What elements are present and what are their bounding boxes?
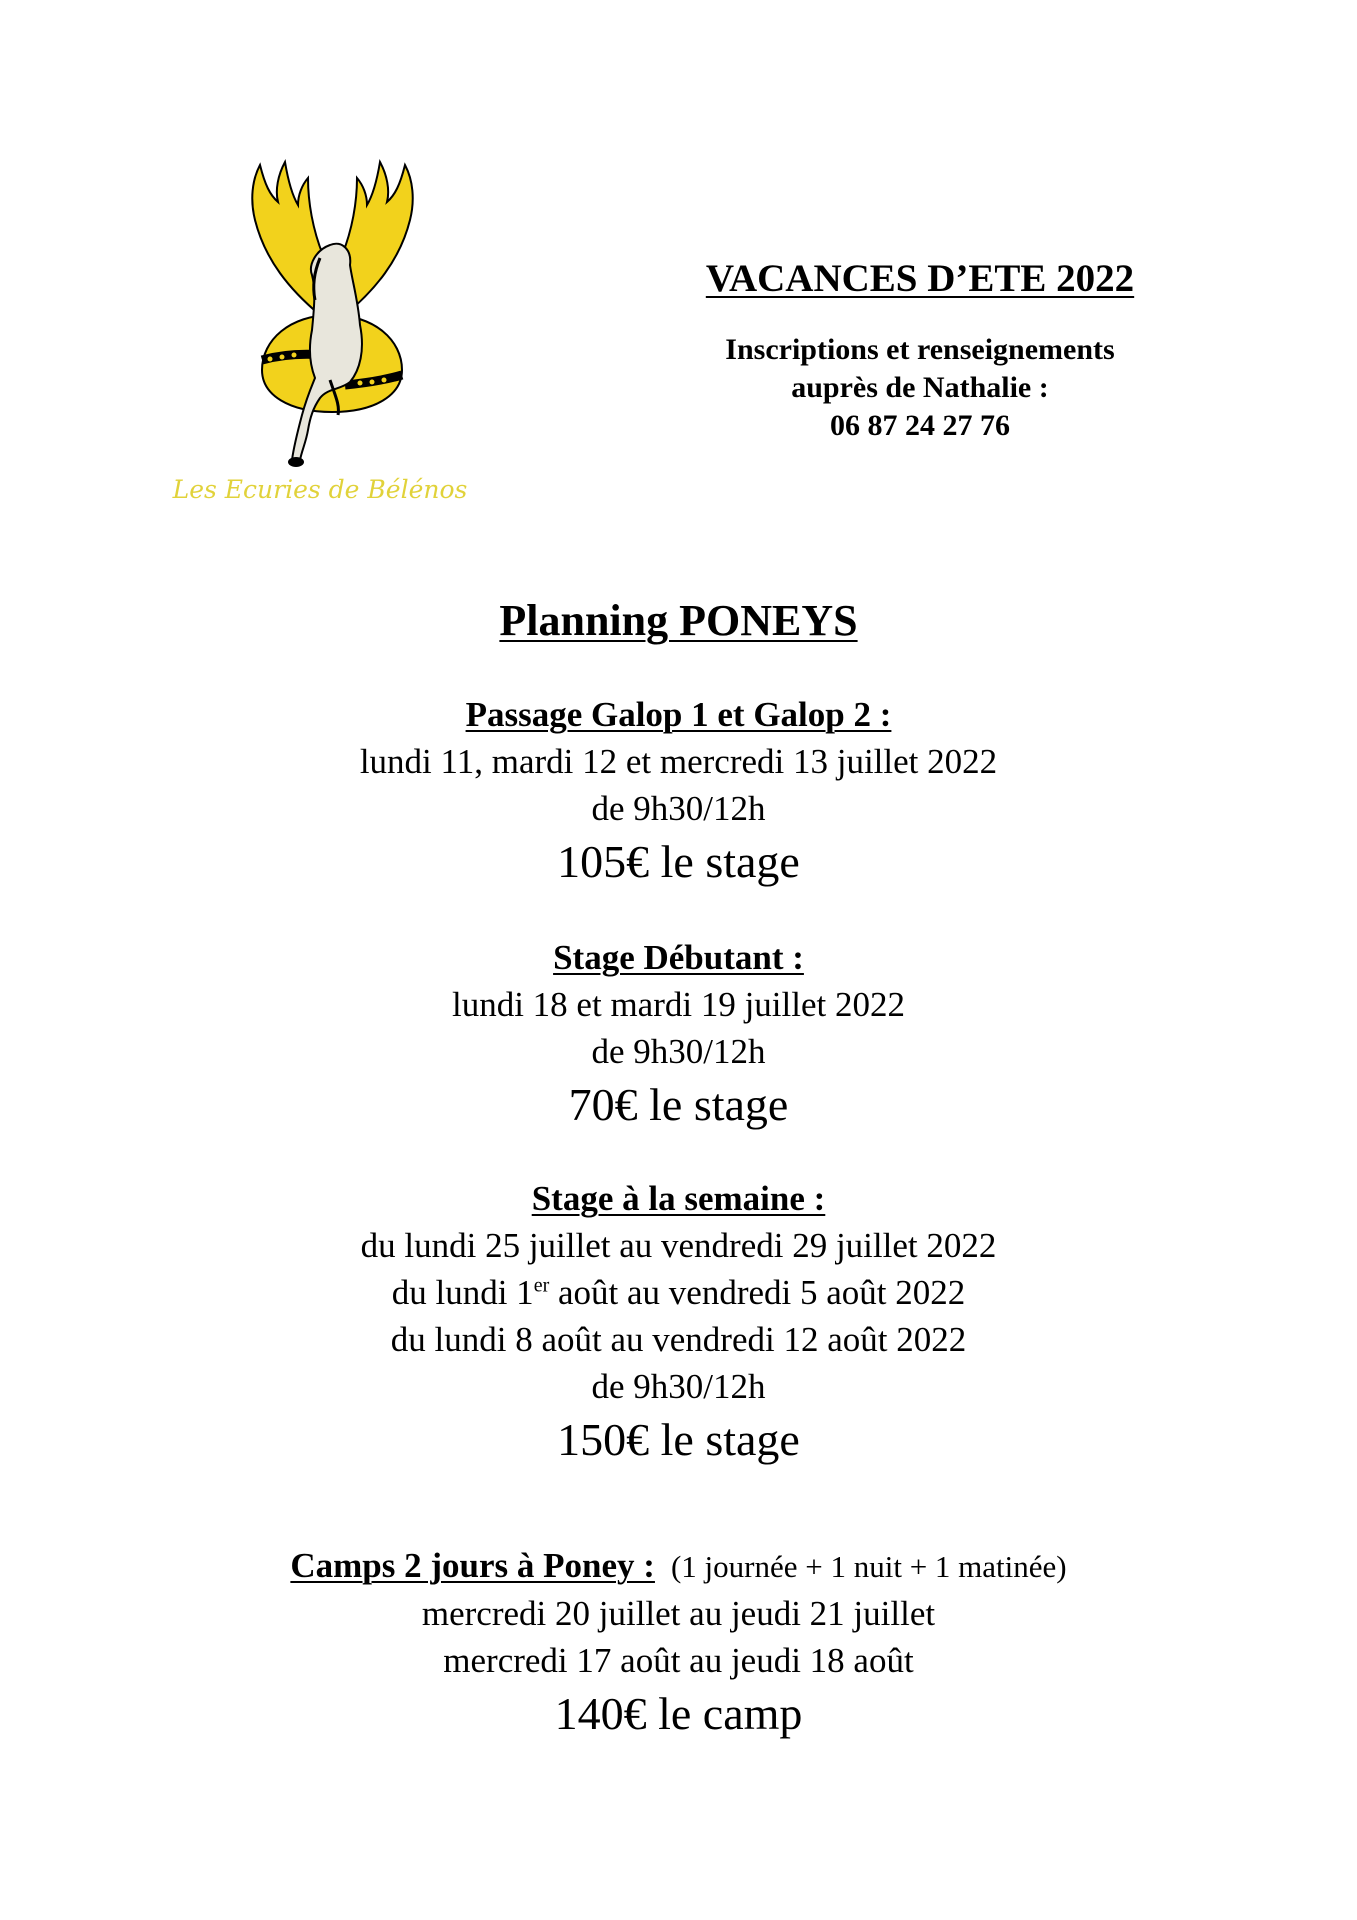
ordinal-suffix: er — [533, 1274, 550, 1297]
section-title: Passage Galop 1 et Galop 2 : — [465, 695, 892, 734]
section-line: lundi 11, mardi 12 et mercredi 13 juillet 2022 — [359, 742, 998, 781]
logo — [170, 150, 470, 530]
section-title-row — [0, 1543, 1357, 1590]
brand-name: Les Ecuries de Bélénos — [172, 475, 468, 504]
section-line: mercredi 17 août au jeudi 18 août — [443, 1641, 914, 1680]
section-debutant — [0, 935, 1357, 1135]
section-line: de 9h30/12h — [591, 1032, 766, 1071]
section-title: Stage à la semaine : — [531, 1179, 826, 1218]
section-price: 105€ le stage — [557, 836, 800, 887]
page-header-title: VACANCES D’ETE 2022 — [705, 257, 1135, 300]
header-block — [600, 255, 1240, 445]
contact-line: Inscriptions et renseignements — [725, 333, 1115, 366]
section-galop — [0, 692, 1357, 892]
section-camps — [0, 1543, 1357, 1744]
pegasus-logo-icon — [170, 150, 470, 470]
section-line: de 9h30/12h — [591, 789, 766, 828]
contact-phone: 06 87 24 27 76 — [830, 409, 1010, 442]
section-line — [0, 1269, 1357, 1316]
page-title: Planning PONEYS — [499, 596, 858, 645]
section-line: lundi 18 et mardi 19 juillet 2022 — [451, 985, 905, 1024]
section-line: du lundi 25 juillet au vendredi 29 juillet 2022 — [360, 1226, 997, 1265]
section-note: (1 journée + 1 nuit + 1 matinée) — [670, 1549, 1067, 1584]
section-semaine — [0, 1176, 1357, 1470]
section-title: Stage Débutant : — [553, 938, 804, 977]
section-line: du lundi 8 août au vendredi 12 août 2022 — [390, 1320, 967, 1359]
section-price: 140€ le camp — [554, 1688, 803, 1739]
section-line: de 9h30/12h — [591, 1367, 766, 1406]
section-title: Camps 2 jours à Poney : — [290, 1546, 655, 1585]
section-line: mercredi 20 juillet au jeudi 21 juillet — [421, 1594, 936, 1633]
section-line-part: du lundi 1 — [391, 1273, 534, 1312]
contact-line: auprès de Nathalie : — [791, 371, 1049, 404]
section-price: 70€ le stage — [568, 1079, 789, 1130]
section-line-part: août au vendredi 5 août 2022 — [549, 1273, 966, 1312]
section-price: 150€ le stage — [557, 1414, 800, 1465]
